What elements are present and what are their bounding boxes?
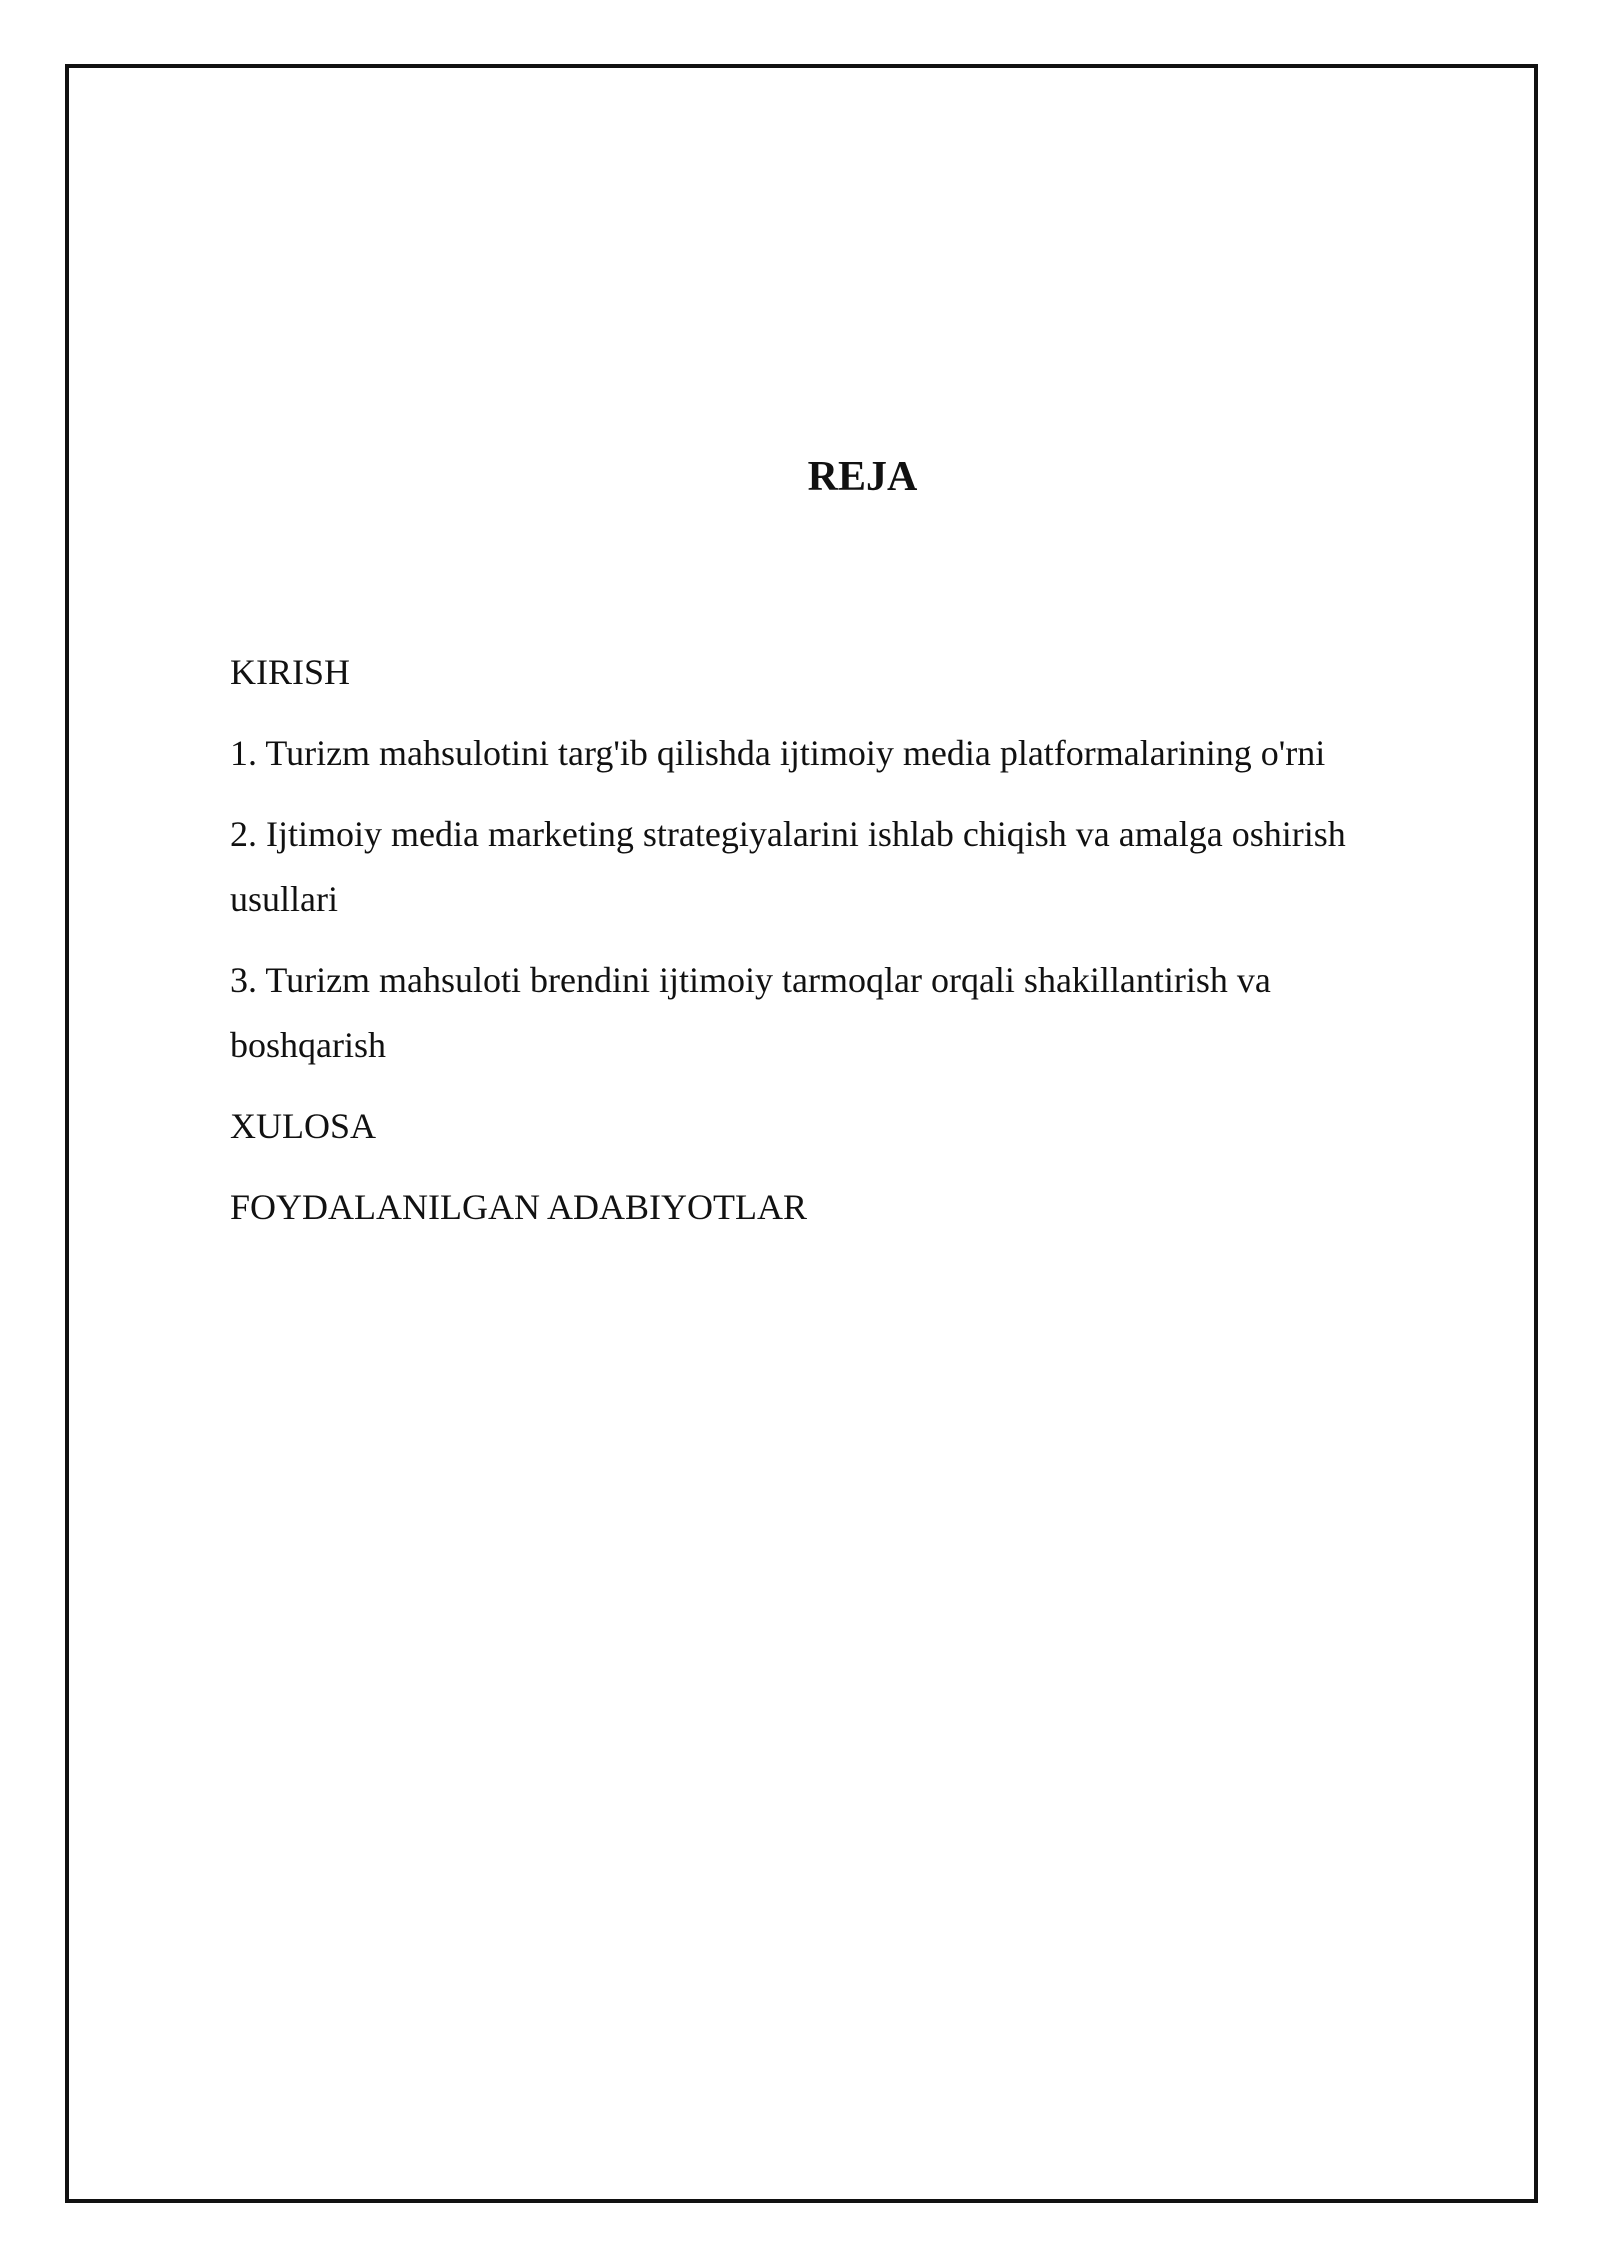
- plan-item-chapter-1: 1. Turizm mahsulotini targ'ib qilishda ijtimoiy media platformalarining o'rni: [230, 733, 1326, 773]
- page-title: REJA: [807, 454, 918, 500]
- plan-item-references: FOYDALANILGAN ADABIYOTLAR: [230, 1187, 807, 1227]
- plan-item-conclusion: XULOSA: [230, 1106, 377, 1146]
- plan-item-introduction: KIRISH: [230, 652, 351, 692]
- plan-item-chapter-3: 3. Turizm mahsuloti brendini ijtimoiy tarmoqlar orqali shakillantirish va boshqarish: [230, 960, 1271, 1065]
- plan-list: [230, 640, 1430, 1256]
- plan-item-chapter-2: 2. Ijtimoiy media marketing strategiyalarini ishlab chiqish va amalga oshirish usullari: [230, 814, 1346, 919]
